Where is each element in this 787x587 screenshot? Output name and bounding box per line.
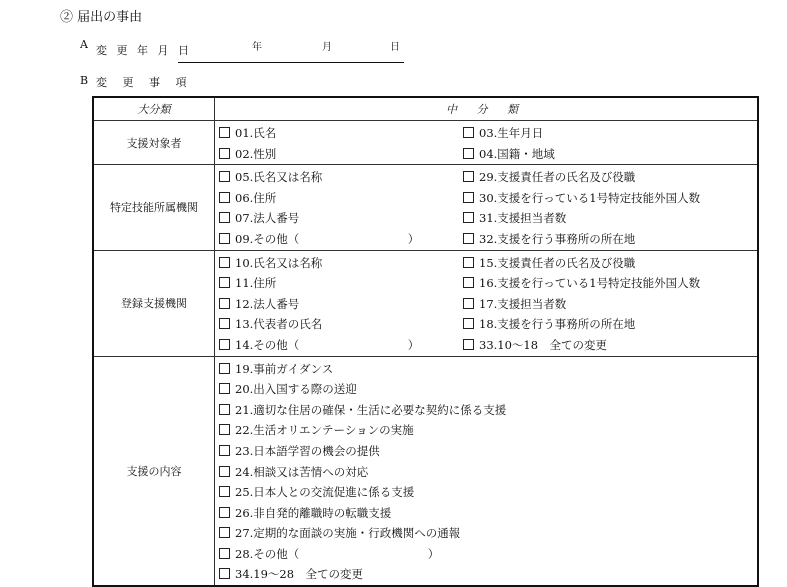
checkbox-icon[interactable] — [463, 233, 474, 244]
option-item[interactable]: 25.日本人との交流促進に係る支援 — [219, 482, 757, 503]
change-date-label: 変 更 年 月 日 — [96, 44, 192, 57]
checkbox-icon[interactable] — [219, 507, 230, 518]
option-item[interactable]: 19.事前ガイダンス — [219, 359, 757, 380]
checkbox-icon[interactable] — [463, 257, 474, 268]
options-cell — [215, 356, 759, 586]
category-label: 支援対象者 — [93, 121, 215, 165]
category-label: 支援の内容 — [93, 356, 215, 586]
option-item[interactable]: 26.非自発的離職時の転職支援 — [219, 503, 757, 524]
option-item-other[interactable]: 14.その他（ ） — [219, 335, 463, 356]
checkbox-icon[interactable] — [463, 318, 474, 329]
option-item[interactable]: 23.日本語学習の機会の提供 — [219, 441, 757, 462]
checkbox-icon[interactable] — [463, 171, 474, 182]
checkbox-icon[interactable] — [219, 257, 230, 268]
option-item[interactable]: 05.氏名又は名称 — [219, 167, 463, 188]
option-item[interactable]: 10.氏名又は名称 — [219, 253, 463, 274]
options-cell — [215, 165, 759, 250]
option-item[interactable]: 02.性別 — [219, 144, 463, 165]
options-cell — [215, 121, 759, 165]
option-item[interactable]: 21.適切な住居の確保・生活に必要な契約に係る支援 — [219, 400, 757, 421]
option-item[interactable]: 34.19～28 全ての変更 — [219, 564, 757, 585]
group-affiliated-org — [93, 165, 758, 250]
option-item[interactable]: 12.法人番号 — [219, 294, 463, 315]
checkbox-icon[interactable] — [463, 298, 474, 309]
option-item[interactable]: 30.支援を行っている1号特定技能外国人数 — [463, 188, 757, 209]
item-a-letter: A — [80, 38, 88, 51]
option-item[interactable]: 20.出入国する際の送迎 — [219, 379, 757, 400]
checkbox-icon[interactable] — [463, 277, 474, 288]
checkbox-icon[interactable] — [219, 383, 230, 394]
close-paren: ） — [427, 546, 440, 561]
checkbox-icon[interactable] — [219, 363, 230, 374]
option-item[interactable]: 18.支援を行う事務所の所在地 — [463, 314, 757, 335]
checkbox-icon[interactable] — [463, 148, 474, 159]
option-item[interactable]: 13.代表者の氏名 — [219, 314, 463, 335]
option-item[interactable]: 11.住所 — [219, 273, 463, 294]
category-label: 登録支援機関 — [93, 250, 215, 356]
option-item[interactable]: 33.10～18 全ての変更 — [463, 335, 757, 356]
checkbox-icon[interactable] — [219, 233, 230, 244]
checkbox-icon[interactable] — [219, 318, 230, 329]
checkbox-icon[interactable] — [219, 192, 230, 203]
option-item[interactable]: 17.支援担当者数 — [463, 294, 757, 315]
checkbox-icon[interactable] — [463, 339, 474, 350]
checkbox-icon[interactable] — [219, 527, 230, 538]
option-item-other[interactable]: 09.その他（ ） — [219, 229, 463, 250]
checkbox-icon[interactable] — [219, 568, 230, 579]
table-header-row — [93, 97, 758, 121]
checkbox-icon[interactable] — [463, 192, 474, 203]
option-item[interactable]: 15.支援責任者の氏名及び役職 — [463, 253, 757, 274]
option-item[interactable]: 27.定期的な面談の実施・行政機関への通報 — [219, 523, 757, 544]
checkbox-icon[interactable] — [219, 171, 230, 182]
checkbox-icon[interactable] — [219, 424, 230, 435]
change-date-field[interactable] — [178, 62, 404, 63]
header-minor-category: 中 分 類 — [215, 97, 759, 121]
month-label: 月 — [322, 42, 332, 53]
checkbox-icon[interactable] — [219, 298, 230, 309]
option-item[interactable]: 04.国籍・地域 — [463, 144, 757, 165]
options-cell — [215, 250, 759, 356]
section-title: ② 届出の事由 — [60, 10, 143, 25]
option-item[interactable]: 31.支援担当者数 — [463, 208, 757, 229]
day-label: 日 — [390, 42, 400, 53]
checkbox-icon[interactable] — [219, 548, 230, 559]
option-item[interactable]: 22.生活オリエンテーションの実施 — [219, 420, 757, 441]
group-registered-support-org — [93, 250, 758, 356]
option-item-other[interactable]: 28.その他（ ） — [219, 544, 757, 565]
checkbox-icon[interactable] — [219, 445, 230, 456]
change-items-label: 変 更 事 項 — [96, 76, 193, 89]
checkbox-icon[interactable] — [219, 466, 230, 477]
checkbox-icon[interactable] — [219, 212, 230, 223]
close-paren: ） — [407, 231, 420, 246]
group-subject — [93, 121, 758, 165]
change-items-table — [92, 96, 759, 587]
option-item[interactable]: 24.相談又は苦情への対応 — [219, 462, 757, 483]
checkbox-icon[interactable] — [219, 339, 230, 350]
option-item[interactable]: 29.支援責任者の氏名及び役職 — [463, 167, 757, 188]
option-item[interactable]: 32.支援を行う事務所の所在地 — [463, 229, 757, 250]
checkbox-icon[interactable] — [463, 127, 474, 138]
option-item[interactable]: 01.氏名 — [219, 123, 463, 144]
item-b-letter: B — [80, 74, 89, 87]
checkbox-icon[interactable] — [219, 404, 230, 415]
option-item[interactable]: 16.支援を行っている1号特定技能外国人数 — [463, 273, 757, 294]
checkbox-icon[interactable] — [463, 212, 474, 223]
checkbox-icon[interactable] — [219, 277, 230, 288]
close-paren: ） — [407, 337, 420, 352]
category-label: 特定技能所属機関 — [93, 165, 215, 250]
checkbox-icon[interactable] — [219, 148, 230, 159]
option-item[interactable]: 03.生年月日 — [463, 123, 757, 144]
group-support-content — [93, 356, 758, 586]
checkbox-icon[interactable] — [219, 486, 230, 497]
checkbox-icon[interactable] — [219, 127, 230, 138]
option-item[interactable]: 06.住所 — [219, 188, 463, 209]
option-item[interactable]: 07.法人番号 — [219, 208, 463, 229]
year-label: 年 — [252, 42, 262, 53]
header-major-category: 大分類 — [93, 97, 215, 121]
